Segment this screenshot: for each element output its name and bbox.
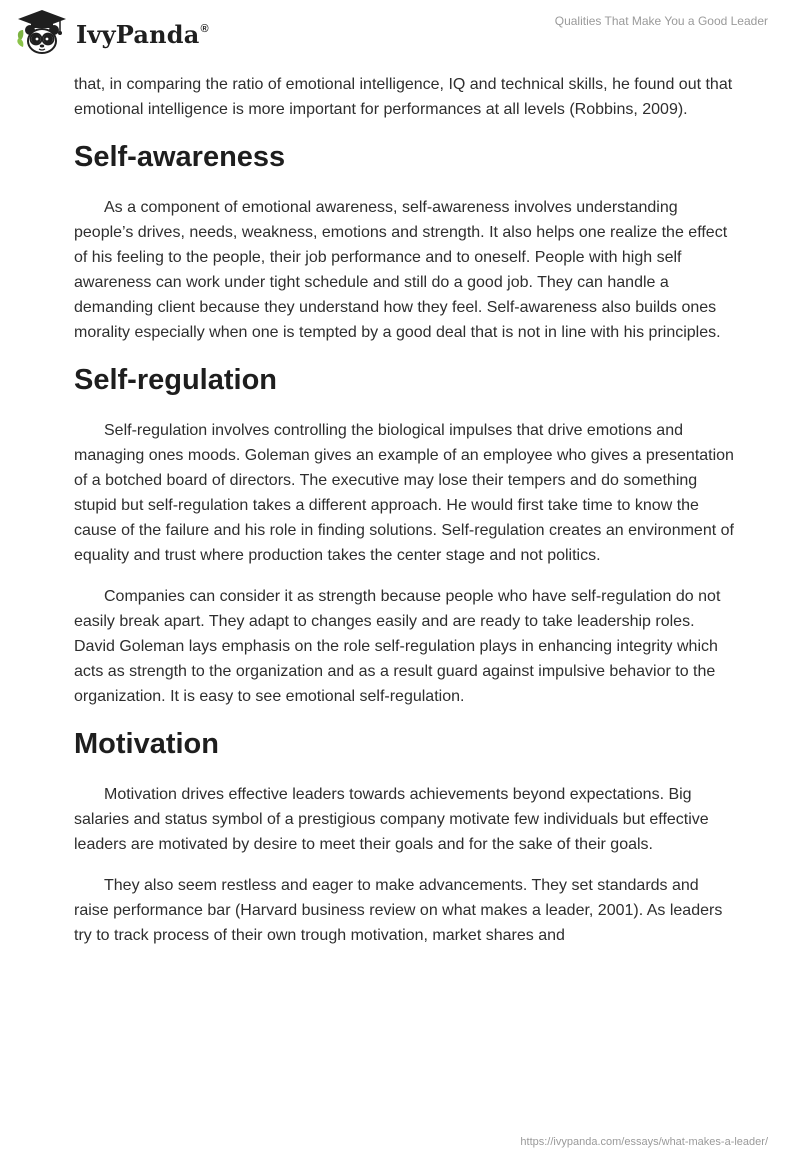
- brand-logo[interactable]: [14, 8, 209, 58]
- self-awareness-paragraph-1: As a component of emotional awareness, self-awareness involves understanding people’s drives, needs, weakness, emotions and strength. It also helps one realize the effect of his feeling to the people, their job performance and to oneself. People with high self awareness can work under tight schedule and still do a good job. They can handle a demanding client because they understand how they feel. Self-awareness also builds ones morality especially when one is tempted by a good deal that is not in line with his principles.: [74, 199, 728, 341]
- section-heading-self-awareness: Self-awareness: [74, 141, 286, 173]
- section-heading-motivation: Motivation: [74, 728, 219, 760]
- source-url[interactable]: https://ivypanda.com/essays/what-makes-a-leader/: [520, 1136, 768, 1148]
- essay-body: [74, 72, 734, 964]
- self-regulation-paragraph-1: Self-regulation involves controlling the biological impulses that drive emotions and managing ones moods. Goleman gives an example of an employee who gives a presentation of a botched board of directors. The executive may lose their tempers and do something stupid but self-regulation takes a different approach. He would first take time to know the cause of the failure and his role in finding solutions. Self-regulation creates an environment of equality and trust where production takes the center stage and not politics.: [74, 422, 734, 564]
- intro-paragraph: that, in comparing the ratio of emotional intelligence, IQ and technical skills, he found out that emotional intelligence is more important for performances at all levels (Robbins, 2009).: [74, 76, 733, 118]
- motivation-paragraph-2: They also seem restless and eager to make advancements. They set standards and raise performance bar (Harvard business review on what makes a leader, 2001). As leaders try to track process of their own trough motivation, market shares and: [74, 877, 723, 944]
- panda-graduate-logo-icon: [14, 8, 70, 58]
- self-regulation-paragraph-2: Companies can consider it as strength because people who have self-regulation do not easily break apart. They adapt to changes easily and are ready to take leadership roles. David Goleman lays emphasis on the role self-regulation plays in enhancing integrity which acts as strength to the organization and as a result guard against impulsive behavior to the organization. It is easy to see emotional self-regulation.: [74, 588, 721, 705]
- registered-mark: ®: [200, 22, 209, 35]
- motivation-paragraph-1: Motivation drives effective leaders towards achievements beyond expectations. Big salaries and status symbol of a prestigious company motivate few individuals but effective leaders are motivated by desire to meet their goals and for the sake of their goals.: [74, 786, 709, 853]
- document-title: Qualities That Make You a Good Leader: [554, 14, 768, 28]
- page-header: [0, 0, 800, 66]
- section-heading-self-regulation: Self-regulation: [74, 364, 278, 396]
- brand-name: IvyPanda®: [76, 19, 209, 49]
